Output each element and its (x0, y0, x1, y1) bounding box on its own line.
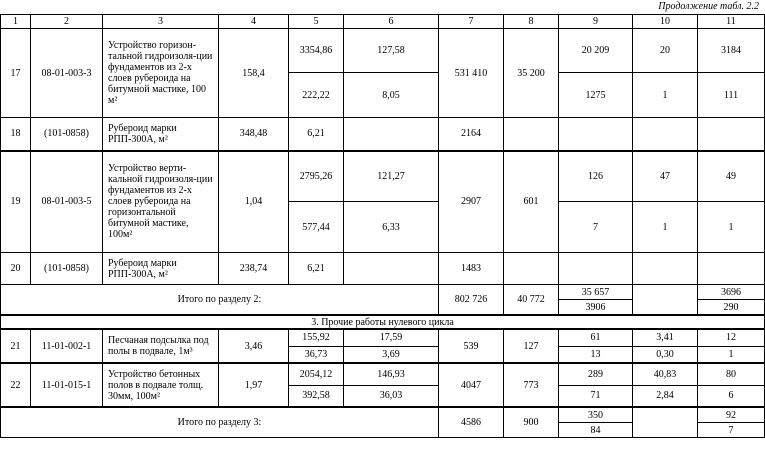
quantity: 158,4 (219, 29, 289, 118)
labor-unit: 20 (633, 29, 698, 73)
empty-cell (344, 118, 439, 151)
section-heading-row (1, 315, 765, 329)
row-number: 19 (1, 151, 31, 253)
machine-cost: 13 (559, 346, 633, 363)
empty-cell (559, 118, 633, 151)
work-description: Рубероид марки РПП-300А, м² (103, 118, 219, 151)
unit-cost: 3354,86 (289, 29, 344, 73)
section-total-label: Итого по разделу 3: (1, 407, 439, 438)
total-cost: 4047 (439, 363, 504, 407)
quantity: 348,48 (219, 118, 289, 151)
unit-cost: 36,73 (289, 346, 344, 363)
col-header: 1 (1, 15, 31, 29)
labor-total: 7 (698, 423, 765, 438)
col-header: 5 (289, 15, 344, 29)
total-cost: 802 726 (439, 285, 504, 316)
table-row (1, 329, 765, 346)
empty-cell (633, 253, 698, 285)
total-cost: 4586 (439, 407, 504, 438)
col-header: 4 (219, 15, 289, 29)
table-row (1, 151, 765, 202)
machine-cost: 289 (559, 363, 633, 385)
unit-cost-wage: 36,03 (344, 385, 439, 407)
unit-cost: 2054,12 (289, 363, 344, 385)
total-wage: 773 (504, 363, 559, 407)
work-description: Устройство верти-кальной гидроизоля-ции фундаментов из 2-х слоев рубероида на горизонтальной битумной мастике, 100м² (103, 151, 219, 253)
unit-cost-wage: 3,69 (344, 346, 439, 363)
labor-unit: 2,84 (633, 385, 698, 407)
labor-unit: 1 (633, 202, 698, 253)
labor-unit: 1 (633, 73, 698, 118)
header-row (1, 15, 765, 29)
section-total-label: Итого по разделу 2: (1, 285, 439, 316)
labor-total: 1 (698, 202, 765, 253)
empty-cell (344, 253, 439, 285)
unit-cost: 155,92 (289, 329, 344, 346)
col-header: 2 (31, 15, 103, 29)
labor-unit: 47 (633, 151, 698, 202)
rate-code: (101-0858) (31, 253, 103, 285)
total-row (1, 407, 765, 423)
table-row (1, 118, 765, 151)
labor-total: 80 (698, 363, 765, 385)
machine-cost: 71 (559, 385, 633, 407)
total-wage: 40 772 (504, 285, 559, 316)
table-row (1, 253, 765, 285)
unit-cost-wage: 6,33 (344, 202, 439, 253)
row-number: 18 (1, 118, 31, 151)
empty-cell (698, 253, 765, 285)
col-header: 10 (633, 15, 698, 29)
col-header: 7 (439, 15, 504, 29)
unit-cost: 577,44 (289, 202, 344, 253)
unit-cost: 6,21 (289, 118, 344, 151)
labor-unit: 3,41 (633, 329, 698, 346)
machine-cost: 126 (559, 151, 633, 202)
table-caption: Продолжение табл. 2.2 (658, 1, 759, 12)
quantity: 1,04 (219, 151, 289, 253)
table-row (1, 29, 765, 73)
empty-cell (504, 253, 559, 285)
labor-total: 290 (698, 300, 765, 316)
labor-total: 12 (698, 329, 765, 346)
machine-cost: 3906 (559, 300, 633, 316)
total-cost: 1483 (439, 253, 504, 285)
total-cost: 531 410 (439, 29, 504, 118)
unit-cost-wage: 17,59 (344, 329, 439, 346)
total-cost: 2907 (439, 151, 504, 253)
quantity: 238,74 (219, 253, 289, 285)
unit-cost-wage: 146,93 (344, 363, 439, 385)
machine-cost: 1275 (559, 73, 633, 118)
empty-cell (633, 118, 698, 151)
work-description: Устройство горизон-тальной гидроизоля-ции фундаментов из 2-х слоев рубероида на битумной мастике, 100 м² (103, 29, 219, 118)
row-number: 21 (1, 329, 31, 363)
unit-cost-wage: 8,05 (344, 73, 439, 118)
estimate-table (0, 14, 765, 438)
unit-cost-wage: 121,27 (344, 151, 439, 202)
work-description: Рубероид марки РПП-300А, м² (103, 253, 219, 285)
row-number: 20 (1, 253, 31, 285)
work-description: Устройство бетонных полов в подвале толщ. 30мм, 100м² (103, 363, 219, 407)
col-header: 6 (344, 15, 439, 29)
machine-cost: 350 (559, 407, 633, 423)
labor-total: 6 (698, 385, 765, 407)
total-row (1, 285, 765, 300)
total-cost: 2164 (439, 118, 504, 151)
labor-total: 1 (698, 346, 765, 363)
total-wage: 35 200 (504, 29, 559, 118)
empty-cell (633, 285, 698, 316)
empty-cell (633, 407, 698, 438)
total-wage: 900 (504, 407, 559, 438)
labor-unit: 40,83 (633, 363, 698, 385)
quantity: 1,97 (219, 363, 289, 407)
total-wage: 127 (504, 329, 559, 363)
quantity: 3,46 (219, 329, 289, 363)
labor-total: 3696 (698, 285, 765, 300)
unit-cost: 392,58 (289, 385, 344, 407)
machine-cost: 61 (559, 329, 633, 346)
labor-unit: 0,30 (633, 346, 698, 363)
rate-code: 11-01-002-1 (31, 329, 103, 363)
section-heading: 3. Прочие работы нулевого цикла (1, 315, 765, 329)
labor-total: 111 (698, 73, 765, 118)
unit-cost: 222,22 (289, 73, 344, 118)
machine-cost: 20 209 (559, 29, 633, 73)
unit-cost-wage: 127,58 (344, 29, 439, 73)
empty-cell (698, 118, 765, 151)
unit-cost: 2795,26 (289, 151, 344, 202)
rate-code: (101-0858) (31, 118, 103, 151)
machine-cost: 7 (559, 202, 633, 253)
rate-code: 11-01-015-1 (31, 363, 103, 407)
table-row (1, 363, 765, 385)
total-cost: 539 (439, 329, 504, 363)
col-header: 3 (103, 15, 219, 29)
total-wage: 601 (504, 151, 559, 253)
row-number: 17 (1, 29, 31, 118)
machine-cost: 35 657 (559, 285, 633, 300)
rate-code: 08-01-003-3 (31, 29, 103, 118)
labor-total: 3184 (698, 29, 765, 73)
rate-code: 08-01-003-5 (31, 151, 103, 253)
empty-cell (559, 253, 633, 285)
col-header: 9 (559, 15, 633, 29)
unit-cost: 6,21 (289, 253, 344, 285)
col-header: 8 (504, 15, 559, 29)
empty-cell (504, 118, 559, 151)
work-description: Песчаная подсылка под полы в подвале, 1м³ (103, 329, 219, 363)
labor-total: 92 (698, 407, 765, 423)
labor-total: 49 (698, 151, 765, 202)
row-number: 22 (1, 363, 31, 407)
col-header: 11 (698, 15, 765, 29)
machine-cost: 84 (559, 423, 633, 438)
